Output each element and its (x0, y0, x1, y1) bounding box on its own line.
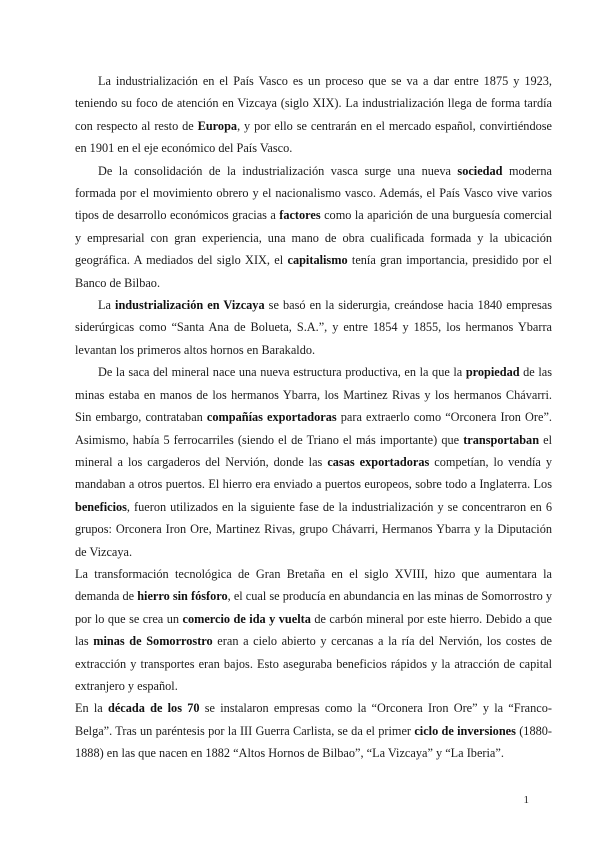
paragraph (75, 361, 552, 563)
page-number: 1 (523, 794, 529, 806)
bold-term: transportaban (463, 432, 540, 447)
bold-term: Europa (197, 118, 238, 133)
text-segment: como la aparición de una burguesía comercial y empresarial con gran experiencia, una mano de obra cualificada formada y la ubicación geográfica. A mediados del siglo XIX, el (75, 208, 552, 268)
page-number-footer (0, 794, 600, 806)
text-segment: de las minas estaba en manos de los hermanos Ybarra, los Martinez Rivas y los hermanos Chávarri. Sin embargo, contrataban (75, 365, 552, 425)
text-segment: (1880-1888) en las que nacen en 1882 “Altos Hornos de Bilbao”, “La Vizcaya” y “La Iberia”. (75, 723, 552, 761)
paragraph (75, 294, 552, 361)
text-segment: La (98, 298, 116, 313)
bold-term: beneficios (75, 499, 127, 514)
bold-term: década de los 70 (108, 701, 200, 716)
paragraph (75, 697, 552, 764)
text-segment: moderna formada por el movimiento obrero y el nacionalismo vasco. Además, el País Vasco vive varios tipos de desarrollo económicos gracias a (75, 163, 552, 223)
bold-term: minas de Somorrostro (93, 634, 213, 649)
text-segment: En la (75, 701, 108, 716)
bold-term: factores (279, 208, 321, 223)
text-segment: La transformación tecnológica de Gran Bretaña en el siglo XVIII, hizo que aumentara la demanda de (75, 566, 552, 604)
document-body (75, 70, 552, 765)
paragraph (75, 70, 552, 160)
text-segment: De la saca del mineral nace una nueva estructura productiva, en la que la (98, 365, 466, 380)
bold-term: ciclo de inversiones (414, 723, 516, 738)
bold-term: casas exportadoras (327, 454, 430, 469)
text-segment: para extraerlo como “Orconera Iron Ore”. Asimismo, había 5 ferrocarriles (siendo el de Triano el más importante) que (75, 410, 553, 447)
text-segment: de carbón mineral por este hierro. Debido a que las (75, 611, 552, 649)
paragraph (75, 160, 552, 294)
bold-term: industrialización en Vizcaya (115, 298, 265, 313)
bold-term: capitalismo (287, 253, 348, 268)
bold-term: hierro sin fósforo (137, 589, 228, 604)
paragraph (75, 563, 552, 697)
text-segment: se basó en la siderurgia, creándose hacia 1840 empresas siderúrgicas como “Santa Ana de Bolueta, S.A.”, y entre 1854 y 1855, los hermanos Ybarra levantan los primeros altos hornos en Barakaldo. (75, 298, 552, 357)
text-segment: tenía gran importancia, presidido por el Banco de Bilbao. (75, 253, 553, 290)
bold-term: sociedad (457, 163, 503, 178)
text-segment: , el cual se producía en abundancia en las minas de Somorrostro y por lo que se crea un (75, 589, 553, 626)
bold-term: propiedad (465, 365, 520, 380)
text-segment: se instalaron empresas como la “Orconera Iron Ore” y la “Franco-Belga”. Tras un paréntesis por la III Guerra Carlista, se da el primer (75, 701, 552, 738)
text-segment: , y por ello se centrarán en el mercado español, convirtiéndose en 1901 en el eje económico del País Vasco. (75, 118, 552, 156)
text-segment: el mineral a los cargaderos del Nervión, donde las (75, 432, 552, 469)
text-segment: competían, lo vendía y mandaban a otros puertos. El hierro era enviado a puertos europeos, sobre todo a Inglaterra. Los (75, 454, 553, 492)
bold-term: compañías exportadoras (206, 410, 337, 425)
text-segment: eran a cielo abierto y cercanas a la ría del Nervión, los costes de extracción y transportes eran bajos. Esto aseguraba beneficios rápidos y la atracción de capital extranjero y español. (75, 634, 552, 693)
text-segment: La industrialización en el País Vasco es un proceso que se va a dar entre 1875 y 1923, teniendo su foco de atención en Vizcaya (siglo XIX). La industrialización llega de forma tardía con respecto al resto de (75, 74, 552, 133)
text-segment: De la consolidación de la industrialización vasca surge una nueva (98, 163, 458, 178)
text-segment: , fueron utilizados en la siguiente fase de la industrialización y se concentraron en 6 grupos: Orconera Iron Ore, Martinez Rivas, grupo Chávarri, Hermanos Ybarra y la Diputación de Vizcaya. (75, 499, 552, 559)
bold-term: comercio de ida y vuelta (182, 611, 311, 626)
